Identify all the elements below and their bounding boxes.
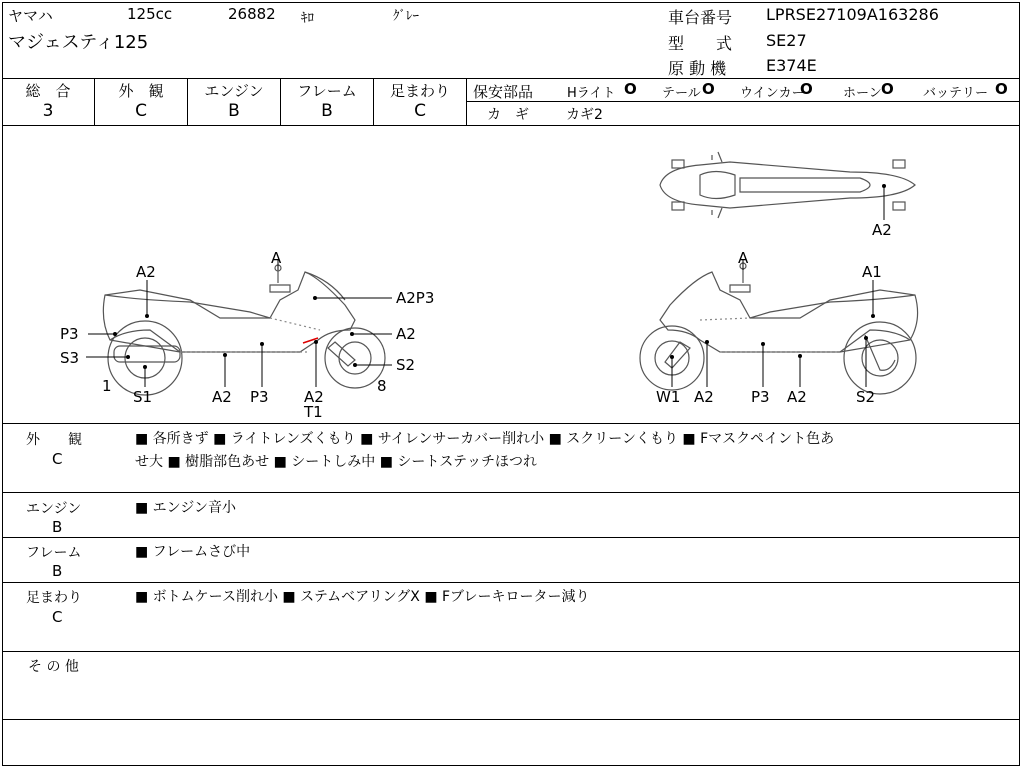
diag-label: A2 [304, 388, 324, 406]
model-name: マジェスティ125 [8, 32, 149, 53]
note-divider [2, 537, 1020, 538]
frame-no: LPRSE27109A163286 [766, 5, 939, 24]
diag-label: A2P3 [396, 289, 435, 307]
diag-label: A1 [862, 263, 882, 281]
note-exterior-label: 外 観 [26, 432, 82, 448]
winker-mark: O [800, 80, 813, 98]
note-exterior-text-1: ■ 各所きず ■ ライトレンズくもり ■ サイレンサーカバー削れ小 ■ スクリーンくもり ■ Fマスクペイント色あ [135, 431, 835, 447]
grade-divider [466, 78, 467, 125]
displacement: 125cc [127, 5, 173, 23]
note-exterior-text-2: せ大 ■ 樹脂部色あせ ■ シートしみ中 ■ シートステッチほつれ [135, 454, 537, 470]
diag-label: S2 [856, 388, 876, 406]
note-other-label: そ の 他 [28, 659, 79, 675]
top-scooter-outline [660, 152, 915, 218]
headlight-mark: O [624, 80, 637, 98]
diag-label: 1 [102, 377, 112, 395]
note-divider [2, 651, 1020, 652]
battery-mark: O [995, 80, 1008, 98]
battery-label: バッテリー [923, 86, 989, 101]
note-engine-grade: B [52, 518, 63, 536]
taillight-label: テール [662, 86, 701, 101]
note-engine-label: エンジン [26, 501, 82, 517]
mileage-unit: ｷﾛ [301, 11, 314, 26]
diag-label: T1 [304, 403, 323, 421]
horn-label: ホーン [843, 86, 882, 101]
exterior-value: C [135, 101, 147, 121]
diag-label: A2 [136, 263, 156, 281]
note-exterior-grade: C [52, 450, 63, 468]
diag-label: S2 [396, 356, 416, 374]
engine-value: E374E [766, 56, 817, 75]
key-value: カギ2 [566, 107, 603, 123]
color: ｸﾞﾚｰ [393, 9, 419, 24]
safety-mid-line [467, 101, 1020, 102]
note-frame-text: ■ フレームさび中 [135, 544, 251, 560]
diag-label: S3 [60, 349, 80, 367]
diag-label: 8 [377, 377, 387, 395]
diag-label: A2 [694, 388, 714, 406]
suspension-grade-label: 足まわり [389, 82, 450, 100]
diag-label: A [271, 249, 282, 267]
mileage: 26882 [228, 5, 276, 23]
note-divider [2, 719, 1020, 720]
diag-label: A2 [212, 388, 232, 406]
note-engine-text: ■ エンジン音小 [135, 500, 236, 516]
taillight-mark: O [702, 80, 715, 98]
note-suspension-grade: C [52, 608, 63, 626]
grade-top-line [2, 78, 1020, 79]
note-frame-label: フレーム [26, 545, 82, 561]
note-suspension-label: 足まわり [26, 590, 82, 606]
exterior-label: 外 観 [118, 82, 164, 100]
note-frame-grade: B [52, 562, 63, 580]
diagram-bottom-line [2, 423, 1020, 424]
type-value: SE27 [766, 31, 807, 50]
key-label: カ ギ [487, 107, 529, 123]
diag-label: A2 [787, 388, 807, 406]
overall-value: 3 [42, 101, 54, 121]
diag-label: A2 [872, 221, 892, 239]
note-suspension-text: ■ ボトムケース削れ小 ■ ステムベアリングX ■ Fブレーキローター減り [135, 589, 590, 605]
engine-grade-value: B [228, 101, 240, 121]
diag-label: W1 [656, 388, 681, 406]
diag-label: P3 [250, 388, 269, 406]
safety-label: 保安部品 [473, 83, 534, 101]
left-scooter-outline [103, 265, 385, 395]
overall-label: 総 合 [25, 82, 71, 100]
note-divider [2, 582, 1020, 583]
note-divider [2, 492, 1020, 493]
headlight-label: Hライト [567, 86, 616, 101]
engine-label: 原 動 機 [668, 59, 727, 78]
frame-grade-label: フレーム [297, 82, 357, 100]
diag-label: P3 [751, 388, 770, 406]
winker-label: ウインカー [740, 86, 805, 101]
maker: ヤマハ [8, 7, 53, 25]
frame-grade-value: B [321, 101, 333, 121]
frame-no-label: 車台番号 [668, 8, 733, 27]
type-label: 型 式 [668, 34, 733, 53]
diag-label: A [738, 249, 749, 267]
diag-label: S1 [133, 388, 153, 406]
diag-label: A2 [396, 325, 416, 343]
suspension-grade-value: C [414, 101, 426, 121]
right-scooter-outline [640, 263, 918, 394]
horn-mark: O [881, 80, 894, 98]
engine-grade-label: エンジン [204, 82, 264, 100]
diag-label: P3 [60, 325, 79, 343]
